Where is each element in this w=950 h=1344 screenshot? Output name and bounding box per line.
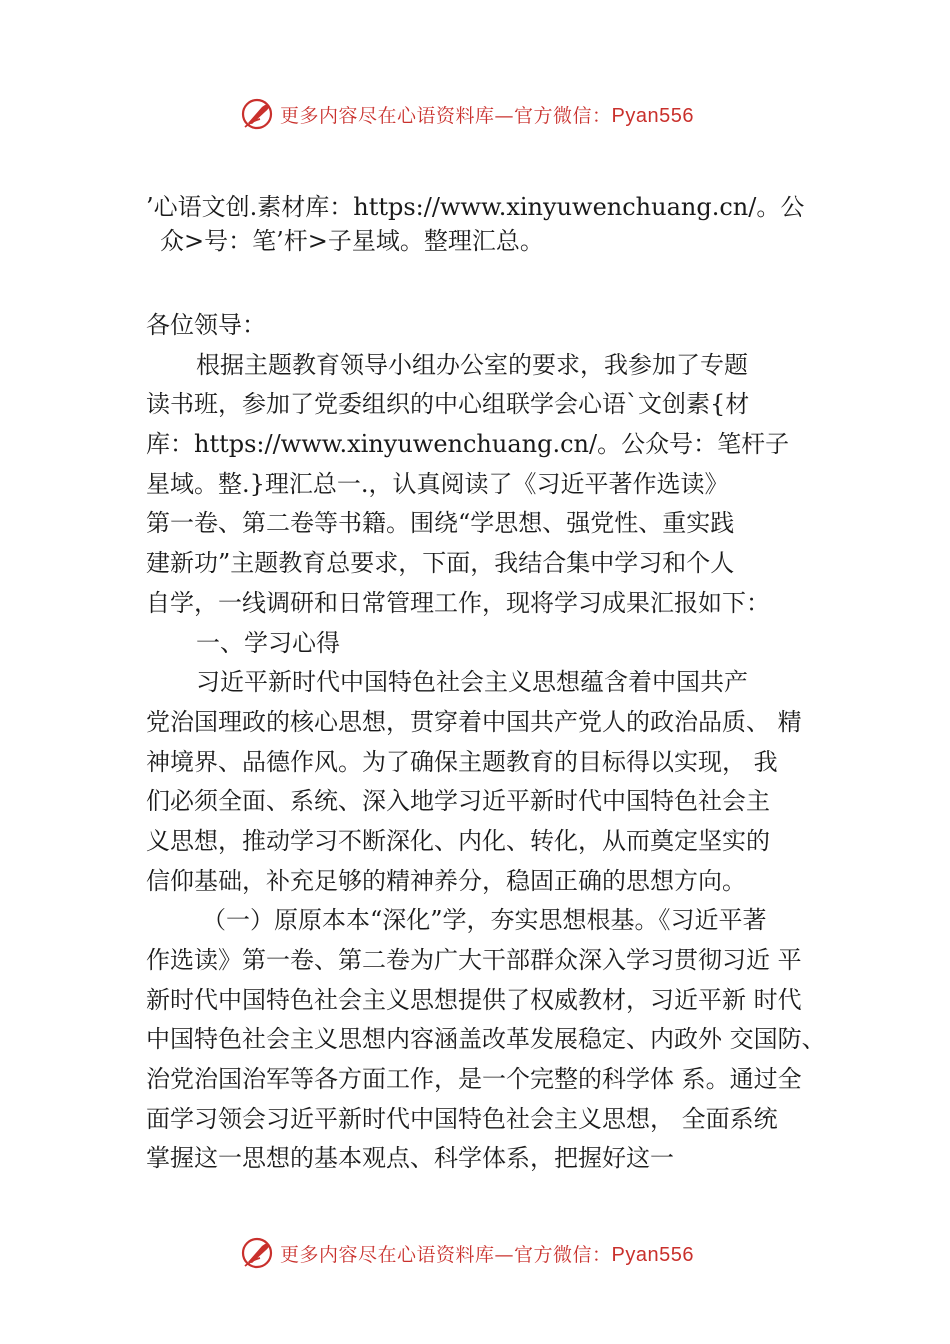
body-line: 信仰基础，补充足够的精神养分，稳固正确的思想方向。 [146, 866, 746, 895]
document-body [146, 306, 846, 1179]
subsection-heading: （一）原原本本“深化”学，夯实思想根基。《习近平著 [202, 906, 767, 935]
body-line: 库：https://www.xinyuwenchuang.cn/。公众号：笔杆子 [146, 430, 790, 459]
notice-line-1: ’心语文创.素材库：https://www.xinyuwenchuang.cn/。公 [146, 193, 805, 221]
banner-wechat-label: 官方微信： [514, 1243, 612, 1266]
body-line: 掌握这一思想的基本观点、科学体系，把握好这一 [146, 1144, 674, 1173]
body-line: 读书班，参加了党委组织的中心组联学会心语`文创素{材 [146, 390, 750, 419]
notice-line-2: 众>号：笔’杆>子星域。整理汇总。 [160, 227, 544, 255]
banner-text [280, 101, 694, 128]
body-line: 建新功”主题教育总要求，下面，我结合集中学习和个人 [146, 549, 735, 578]
banner-title: 更多内容尽在心语资料库 [280, 1243, 495, 1266]
banner-dash: — [494, 104, 515, 127]
banner-wechat-id: Pyan556 [611, 104, 694, 127]
section-heading: 一、学习心得 [196, 628, 340, 657]
source-notice [146, 190, 836, 258]
body-line: 作选读》第一卷、第二卷为广大干部群众深入学习贯彻习近 平 [146, 946, 802, 974]
salutation: 各位领导： [146, 311, 266, 339]
banner-dash: — [494, 1243, 515, 1266]
body-line: 面学习领会习近平新时代中国特色社会主义思想， 全面系统 [146, 1104, 778, 1133]
quill-pen-logo-icon [240, 1236, 274, 1270]
banner-wechat-id: Pyan556 [611, 1243, 694, 1266]
body-line: 神境界、品德作风。为了确保主题教育的目标得以实现， 我 [146, 747, 778, 776]
body-line: 自学，一线调研和日常管理工作，现将学习成果汇报如下： [146, 588, 770, 617]
body-line: 义思想，推动学习不断深化、内化、转化，从而奠定坚实的 [146, 826, 770, 855]
body-line: 党治国理政的核心思想，贯穿着中国共产党人的政治品质、 精 [146, 707, 802, 736]
body-line: 中国特色社会主义思想内容涵盖改革发展稳定、内政外 交国防、 [146, 1025, 826, 1054]
footer-banner [240, 1233, 760, 1273]
body-line: 第一卷、第二卷等书籍。围绕“学思想、强党性、重实践 [146, 509, 735, 538]
header-banner [240, 94, 760, 134]
body-line: 治党治国治军等各方面工作，是一个完整的科学体 系。通过全 [146, 1065, 802, 1094]
body-line: 新时代中国特色社会主义思想提供了权威教材，习近平新 时代 [146, 985, 802, 1014]
banner-wechat-label: 官方微信： [514, 104, 612, 127]
quill-pen-logo-icon [240, 97, 274, 131]
body-line: 根据主题教育领导小组办公室的要求，我参加了专题 [196, 350, 748, 379]
body-line: 习近平新时代中国特色社会主义思想蕴含着中国共产 [196, 668, 748, 697]
banner-title: 更多内容尽在心语资料库 [280, 104, 495, 127]
body-line: 星域。整.}理汇总一.，认真阅读了《习近平著作选读》 [146, 469, 729, 498]
body-line: 们必须全面、系统、深入地学习近平新时代中国特色社会主 [146, 787, 770, 816]
banner-text [280, 1240, 694, 1267]
